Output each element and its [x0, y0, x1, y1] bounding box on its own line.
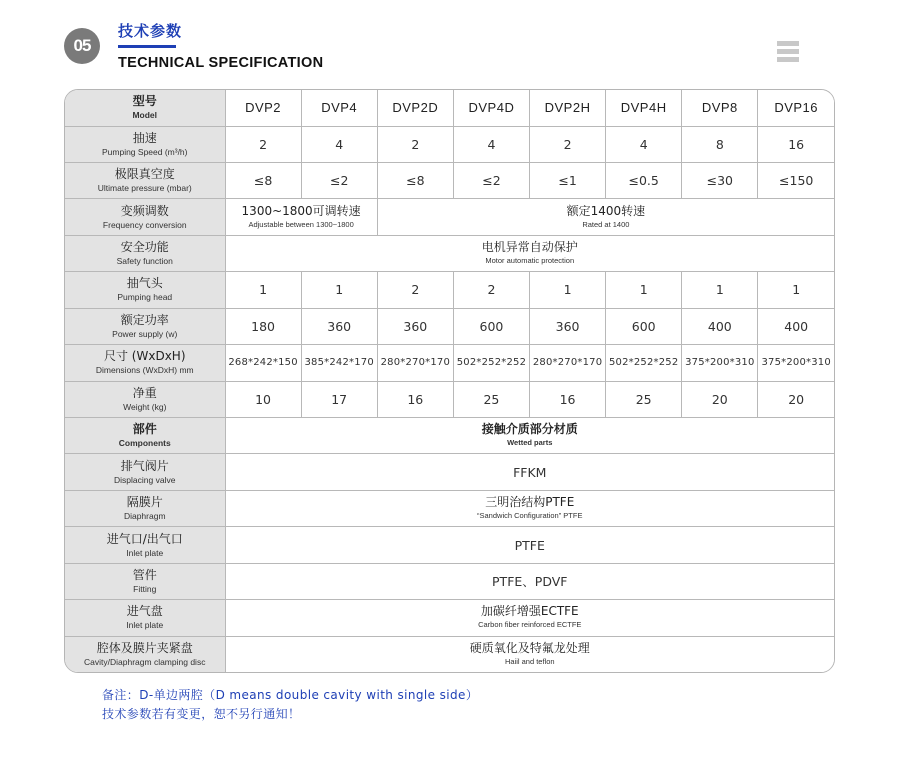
value-cell: 375*200*310 [682, 345, 758, 381]
value-cell: 502*252*252 [453, 345, 529, 381]
row-frequency [65, 199, 834, 235]
row-label: 极限真空度 Ultimate pressure (mbar) [65, 162, 225, 198]
value-cell: 25 [606, 381, 682, 417]
value-cell: 385*242*170 [301, 345, 377, 381]
footnote-change-notice: 技术参数若有变更，恕不另行通知！ [102, 707, 301, 721]
merged-value-cell: FFKM [225, 454, 834, 490]
model-cell: DVP8 [682, 90, 758, 126]
row-power [65, 308, 834, 344]
model-cell: DVP2H [530, 90, 606, 126]
row-fitting [65, 563, 834, 599]
row-label: 变频调数 Frequency conversion [65, 199, 225, 235]
value-cell: 360 [377, 308, 453, 344]
value-cell: 20 [758, 381, 834, 417]
section-number-badge: 05 [64, 28, 100, 64]
value-cell: ≤8 [377, 162, 453, 198]
value-cell: ≤8 [225, 162, 301, 198]
merged-value-cell: 1300~1800可调转速 Adjustable between 1300~1800 [225, 199, 377, 235]
value-cell: 1 [530, 272, 606, 308]
value-cell: 16 [758, 126, 834, 162]
value-cell: ≤2 [301, 162, 377, 198]
section-title-en: TECHNICAL SPECIFICATION [118, 55, 324, 71]
value-cell: 2 [453, 272, 529, 308]
row-label: 型号 Model [65, 90, 225, 126]
value-cell: 16 [377, 381, 453, 417]
value-cell: 4 [301, 126, 377, 162]
row-dimensions [65, 345, 834, 381]
row-label: 管件 Fitting [65, 563, 225, 599]
value-cell: 1 [758, 272, 834, 308]
row-valve [65, 454, 834, 490]
value-cell: 1 [606, 272, 682, 308]
value-cell: 360 [301, 308, 377, 344]
merged-value-cell: 额定1400转速 Rated at 1400 [377, 199, 834, 235]
row-label: 进气盘 Inlet plate [65, 600, 225, 636]
row-diaphragm [65, 490, 834, 526]
value-cell: 25 [453, 381, 529, 417]
value-cell: 17 [301, 381, 377, 417]
merged-value-cell: PTFE、PDVF [225, 563, 834, 599]
row-pressure [65, 162, 834, 198]
value-cell: 1 [225, 272, 301, 308]
row-inlet-plate [65, 600, 834, 636]
row-weight [65, 381, 834, 417]
section-title-cn: 技术参数 [118, 22, 183, 40]
value-cell: 8 [682, 126, 758, 162]
value-cell: 2 [377, 272, 453, 308]
value-cell: ≤30 [682, 162, 758, 198]
value-cell: 400 [758, 308, 834, 344]
value-cell: 600 [453, 308, 529, 344]
merged-value-cell: 硬质氧化及特氟龙处理 Haiil and teflon [225, 636, 834, 672]
row-label: 腔体及膜片夹紧盘 Cavity/Diaphragm clamping disc [65, 636, 225, 672]
row-speed [65, 126, 834, 162]
merged-value-cell: 加碳纤增强ECTFE Carbon fiber reinforced ECTFE [225, 600, 834, 636]
row-safety [65, 235, 834, 271]
value-cell: 268*242*150 [225, 345, 301, 381]
merged-value-cell: 三明治结构PTFE “Sandwich Configuration” PTFE [225, 490, 834, 526]
row-label: 抽速 Pumping Speed (m³/h) [65, 126, 225, 162]
value-cell: 400 [682, 308, 758, 344]
value-cell: 375*200*310 [758, 345, 834, 381]
row-label: 隔膜片 Diaphragm [65, 490, 225, 526]
value-cell: ≤0.5 [606, 162, 682, 198]
value-cell: 4 [606, 126, 682, 162]
footnote-d-meaning: 备注：D-单边两腔（D means double cavity with single side） [102, 688, 479, 702]
model-cell: DVP4 [301, 90, 377, 126]
title-underline [118, 45, 176, 48]
value-cell: 600 [606, 308, 682, 344]
model-cell: DVP2D [377, 90, 453, 126]
row-label: 净重 Weight (kg) [65, 381, 225, 417]
row-model [65, 90, 834, 126]
model-cell: DVP4D [453, 90, 529, 126]
row-inlet [65, 527, 834, 563]
merged-value-cell: 接触介质部分材质 Wetted parts [225, 418, 834, 454]
value-cell: 1 [682, 272, 758, 308]
row-label: 排气阀片 Displacing valve [65, 454, 225, 490]
merged-value-cell: 电机异常自动保护 Motor automatic protection [225, 235, 834, 271]
row-label: 部件 Components [65, 418, 225, 454]
value-cell: 10 [225, 381, 301, 417]
value-cell: ≤1 [530, 162, 606, 198]
menu-icon[interactable] [777, 41, 799, 63]
value-cell: 280*270*170 [530, 345, 606, 381]
value-cell: 2 [530, 126, 606, 162]
value-cell: 2 [377, 126, 453, 162]
row-label: 额定功率 Power supply (w) [65, 308, 225, 344]
model-cell: DVP4H [606, 90, 682, 126]
value-cell: 16 [530, 381, 606, 417]
value-cell: 360 [530, 308, 606, 344]
row-components [65, 418, 834, 454]
merged-value-cell: PTFE [225, 527, 834, 563]
model-cell: DVP2 [225, 90, 301, 126]
row-label: 尺寸 (WxDxH) Dimensions (WxDxH) mm [65, 345, 225, 381]
value-cell: 180 [225, 308, 301, 344]
value-cell: 1 [301, 272, 377, 308]
row-cavity [65, 636, 834, 672]
row-label: 抽气头 Pumping head [65, 272, 225, 308]
row-head [65, 272, 834, 308]
value-cell: 4 [453, 126, 529, 162]
model-cell: DVP16 [758, 90, 834, 126]
row-label: 安全功能 Safety function [65, 235, 225, 271]
value-cell: 20 [682, 381, 758, 417]
value-cell: 280*270*170 [377, 345, 453, 381]
spec-table [64, 89, 835, 673]
value-cell: ≤150 [758, 162, 834, 198]
value-cell: ≤2 [453, 162, 529, 198]
value-cell: 2 [225, 126, 301, 162]
row-label: 进气口/出气口 Inlet plate [65, 527, 225, 563]
value-cell: 502*252*252 [606, 345, 682, 381]
